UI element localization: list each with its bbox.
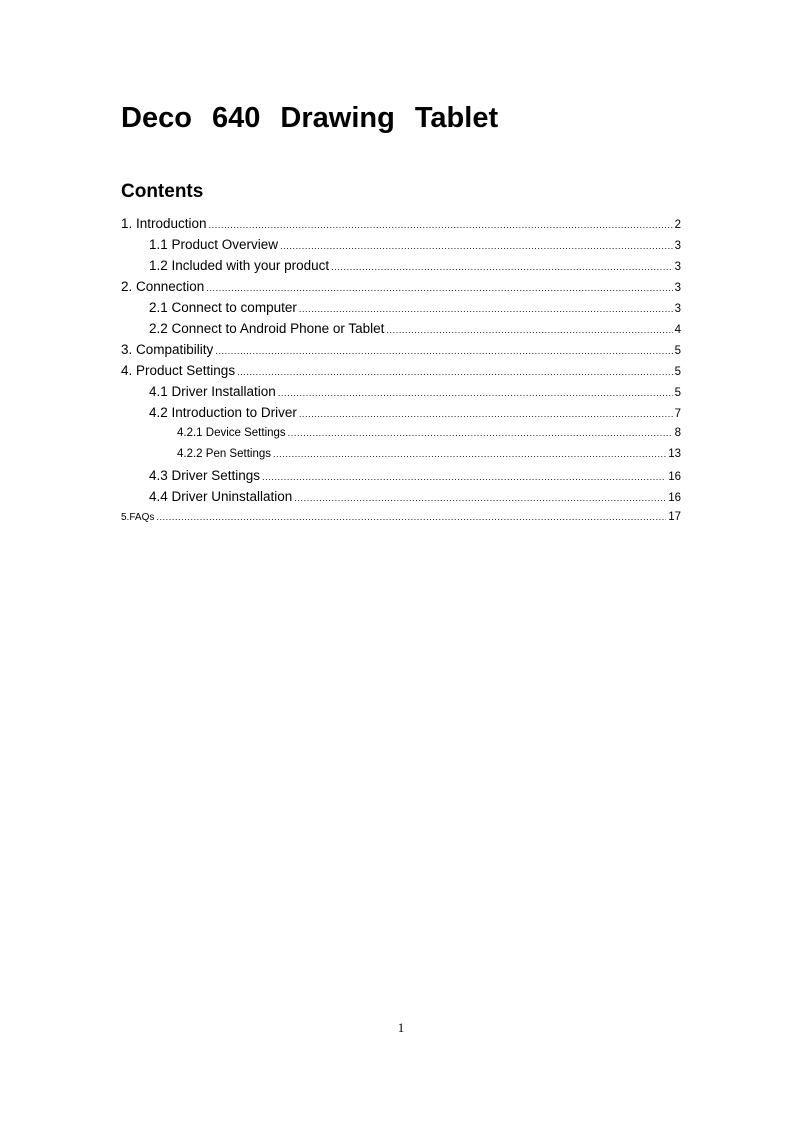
- toc-entry-included-with-product[interactable]: [121, 255, 681, 276]
- toc-dot-leader: [215, 341, 672, 360]
- toc-entry-introduction[interactable]: [121, 213, 681, 234]
- toc-entry-label: 4.2 Introduction to Driver: [149, 405, 297, 420]
- toc-entry-label: 4.4 Driver Uninstallation: [149, 489, 293, 504]
- toc-entry-label: 5.FAQs: [121, 512, 155, 523]
- toc-entry-driver-settings[interactable]: [121, 465, 681, 486]
- toc-entry-page: 2: [674, 219, 681, 231]
- toc-entry-page: 3: [674, 303, 681, 315]
- toc-dot-leader: [294, 488, 666, 507]
- toc-entry-connection[interactable]: [121, 276, 681, 297]
- toc-entry-page: 7: [674, 408, 681, 420]
- toc-entry-page: 5: [674, 366, 681, 378]
- toc-entry-device-settings[interactable]: [121, 423, 681, 444]
- toc-entry-product-overview[interactable]: [121, 234, 681, 255]
- toc-entry-page: 17: [668, 511, 681, 523]
- toc-entry-page: 5: [674, 387, 681, 399]
- toc-dot-leader: [262, 467, 666, 486]
- toc-dot-leader: [273, 444, 666, 465]
- toc-dot-leader: [209, 215, 673, 234]
- toc-dot-leader: [331, 257, 672, 276]
- toc-dot-leader: [237, 362, 673, 381]
- toc-entry-connect-to-computer[interactable]: [121, 297, 681, 318]
- table-of-contents: [121, 213, 681, 528]
- toc-dot-leader: [280, 236, 673, 255]
- toc-entry-driver-uninstallation[interactable]: [121, 486, 681, 507]
- document-title: Deco 640 Drawing Tablet: [121, 102, 499, 134]
- toc-entry-page: 13: [668, 448, 681, 460]
- toc-entry-page: 3: [674, 282, 681, 294]
- toc-dot-leader: [386, 320, 672, 339]
- toc-entry-label: 4.3 Driver Settings: [149, 468, 261, 483]
- toc-entry-page: 3: [674, 261, 681, 273]
- toc-entry-page: 3: [674, 240, 681, 252]
- toc-dot-leader: [206, 278, 672, 297]
- toc-entry-label: 2.1 Connect to computer: [149, 300, 297, 315]
- toc-entry-label: 2.2 Connect to Android Phone or Tablet: [149, 321, 385, 336]
- toc-entry-label: 1.1 Product Overview: [149, 237, 279, 252]
- toc-entry-label: 1.2 Included with your product: [149, 258, 330, 273]
- toc-entry-product-settings[interactable]: [121, 360, 681, 381]
- toc-entry-label: 4.1 Driver Installation: [149, 384, 276, 399]
- toc-dot-leader: [156, 507, 666, 528]
- toc-entry-page: 5: [674, 345, 681, 357]
- toc-entry-page: 8: [674, 427, 681, 439]
- toc-heading: Contents: [121, 181, 204, 202]
- toc-entry-faqs[interactable]: [121, 507, 681, 528]
- toc-entry-pen-settings[interactable]: [121, 444, 681, 465]
- page-number: 1: [397, 1020, 405, 1035]
- toc-entry-introduction-to-driver[interactable]: [121, 402, 681, 423]
- toc-entry-page: 4: [674, 324, 681, 336]
- toc-entry-page: 16: [668, 492, 681, 504]
- toc-entry-connect-to-android[interactable]: [121, 318, 681, 339]
- toc-entry-compatibility[interactable]: [121, 339, 681, 360]
- toc-dot-leader: [299, 404, 673, 423]
- toc-entry-label: 2. Connection: [121, 279, 205, 294]
- toc-dot-leader: [278, 383, 673, 402]
- toc-entry-label: 4.2.1 Device Settings: [177, 427, 286, 439]
- toc-entry-label: 1. Introduction: [121, 216, 207, 231]
- toc-dot-leader: [288, 423, 673, 444]
- toc-entry-page: 16: [668, 471, 681, 483]
- toc-entry-label: 4. Product Settings: [121, 363, 236, 378]
- toc-dot-leader: [299, 299, 673, 318]
- toc-entry-label: 3. Compatibility: [121, 342, 214, 357]
- toc-entry-label: 4.2.2 Pen Settings: [177, 448, 271, 460]
- toc-entry-driver-installation[interactable]: [121, 381, 681, 402]
